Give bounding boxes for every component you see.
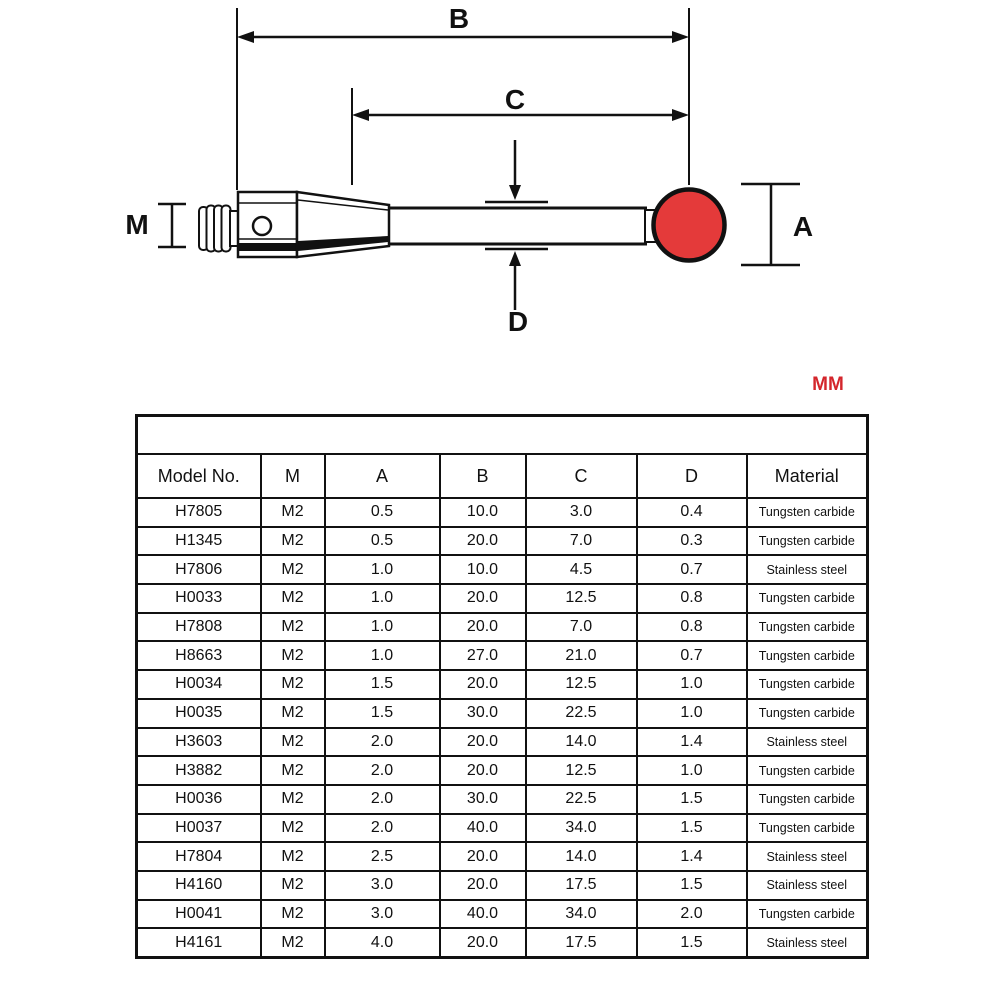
cell-model: H4161 (137, 928, 261, 957)
cell-m: M2 (261, 670, 325, 699)
cell-c: 4.5 (526, 555, 637, 584)
cell-m: M2 (261, 527, 325, 556)
cell-d: 1.5 (637, 928, 747, 957)
b-dimension (237, 8, 689, 190)
dim-label-a: A (792, 211, 814, 242)
cell-a: 1.0 (325, 613, 440, 642)
cell-m: M2 (261, 641, 325, 670)
cell-m: M2 (261, 871, 325, 900)
cell-b: 30.0 (440, 785, 526, 814)
cell-b: 10.0 (440, 555, 526, 584)
dim-label-b: B (448, 3, 470, 34)
cell-material: Stainless steel (747, 842, 868, 871)
m-dimension (158, 204, 186, 247)
table-row (137, 728, 868, 757)
cell-d: 0.4 (637, 498, 747, 527)
cell-m: M2 (261, 584, 325, 613)
cell-model: H1345 (137, 527, 261, 556)
cell-m: M2 (261, 756, 325, 785)
cell-a: 0.5 (325, 527, 440, 556)
cell-m: M2 (261, 785, 325, 814)
cell-material: Tungsten carbide (747, 900, 868, 929)
cell-d: 0.7 (637, 555, 747, 584)
table-header-row (137, 454, 868, 498)
cell-model: H7806 (137, 555, 261, 584)
stylus-diagram (0, 0, 1001, 400)
cell-material: Tungsten carbide (747, 527, 868, 556)
cell-a: 1.0 (325, 584, 440, 613)
cell-model: H0036 (137, 785, 261, 814)
cell-c: 34.0 (526, 814, 637, 843)
cell-material: Tungsten carbide (747, 613, 868, 642)
cell-model: H7805 (137, 498, 261, 527)
cell-c: 17.5 (526, 871, 637, 900)
cell-m: M2 (261, 498, 325, 527)
cell-model: H7808 (137, 613, 261, 642)
cell-d: 1.5 (637, 871, 747, 900)
cell-d: 0.7 (637, 641, 747, 670)
cell-c: 12.5 (526, 756, 637, 785)
stylus-drawing (0, 0, 1001, 400)
cell-m: M2 (261, 928, 325, 957)
hex-body-shade-band (239, 243, 296, 251)
cell-b: 20.0 (440, 527, 526, 556)
table-row (137, 527, 868, 556)
cell-b: 40.0 (440, 900, 526, 929)
cell-a: 4.0 (325, 928, 440, 957)
cell-b: 20.0 (440, 728, 526, 757)
cell-model: H0033 (137, 584, 261, 613)
cell-material: Stainless steel (747, 928, 868, 957)
cell-c: 21.0 (526, 641, 637, 670)
cell-b: 40.0 (440, 814, 526, 843)
cell-m: M2 (261, 728, 325, 757)
cell-d: 1.4 (637, 728, 747, 757)
cell-b: 20.0 (440, 756, 526, 785)
dim-label-m: M (125, 209, 149, 240)
cell-a: 2.0 (325, 785, 440, 814)
table-row (137, 613, 868, 642)
cell-material: Tungsten carbide (747, 814, 868, 843)
cell-b: 20.0 (440, 871, 526, 900)
cell-c: 12.5 (526, 584, 637, 613)
unit-label-mm: MM (812, 374, 844, 395)
dim-label-d: D (507, 306, 529, 337)
cell-material: Tungsten carbide (747, 498, 868, 527)
cell-c: 7.0 (526, 613, 637, 642)
cell-d: 1.5 (637, 814, 747, 843)
cell-material: Tungsten carbide (747, 641, 868, 670)
cell-material: Stainless steel (747, 555, 868, 584)
spec-table-body (137, 498, 868, 958)
table-top-band (137, 416, 868, 455)
table-row (137, 928, 868, 957)
cell-c: 22.5 (526, 785, 637, 814)
cell-d: 2.0 (637, 900, 747, 929)
column-header-c: C (526, 454, 637, 498)
cell-a: 1.5 (325, 670, 440, 699)
column-header-d: D (637, 454, 747, 498)
cell-b: 27.0 (440, 641, 526, 670)
column-header-material: Material (747, 454, 868, 498)
cell-b: 20.0 (440, 928, 526, 957)
cell-b: 20.0 (440, 842, 526, 871)
cell-b: 10.0 (440, 498, 526, 527)
cell-c: 14.0 (526, 728, 637, 757)
table-row (137, 584, 868, 613)
cell-model: H0034 (137, 670, 261, 699)
column-header-a: A (325, 454, 440, 498)
cell-a: 3.0 (325, 871, 440, 900)
table-row (137, 871, 868, 900)
cell-a: 3.0 (325, 900, 440, 929)
cell-d: 1.4 (637, 842, 747, 871)
cell-model: H0041 (137, 900, 261, 929)
cell-a: 1.5 (325, 699, 440, 728)
cell-c: 17.5 (526, 928, 637, 957)
cell-b: 20.0 (440, 584, 526, 613)
cell-m: M2 (261, 814, 325, 843)
cell-a: 1.0 (325, 641, 440, 670)
cell-m: M2 (261, 842, 325, 871)
stylus-thread (199, 206, 231, 252)
cell-material: Tungsten carbide (747, 584, 868, 613)
cell-c: 34.0 (526, 900, 637, 929)
cell-material: Tungsten carbide (747, 756, 868, 785)
table-row (137, 842, 868, 871)
cell-b: 20.0 (440, 670, 526, 699)
cell-m: M2 (261, 613, 325, 642)
cell-b: 30.0 (440, 699, 526, 728)
spec-table (135, 414, 869, 959)
cell-b: 20.0 (440, 613, 526, 642)
table-row (137, 670, 868, 699)
dim-label-c: C (504, 84, 526, 115)
cell-d: 0.8 (637, 584, 747, 613)
cell-m: M2 (261, 555, 325, 584)
cell-a: 0.5 (325, 498, 440, 527)
cell-c: 14.0 (526, 842, 637, 871)
cell-a: 2.0 (325, 814, 440, 843)
column-header-b: B (440, 454, 526, 498)
table-row (137, 900, 868, 929)
table-row (137, 785, 868, 814)
column-header-m: M (261, 454, 325, 498)
cell-d: 1.0 (637, 670, 747, 699)
table-row (137, 555, 868, 584)
cell-c: 12.5 (526, 670, 637, 699)
cell-material: Tungsten carbide (747, 670, 868, 699)
cell-material: Stainless steel (747, 871, 868, 900)
cell-material: Stainless steel (747, 728, 868, 757)
cell-d: 0.8 (637, 613, 747, 642)
cell-model: H3882 (137, 756, 261, 785)
table-row (137, 641, 868, 670)
cell-a: 2.5 (325, 842, 440, 871)
cell-c: 22.5 (526, 699, 637, 728)
cell-m: M2 (261, 699, 325, 728)
cell-model: H4160 (137, 871, 261, 900)
table-row (137, 498, 868, 527)
cell-model: H0037 (137, 814, 261, 843)
cell-material: Tungsten carbide (747, 699, 868, 728)
cell-d: 1.5 (637, 785, 747, 814)
cell-d: 0.3 (637, 527, 747, 556)
table-top-band-cell (137, 416, 868, 455)
cell-d: 1.0 (637, 699, 747, 728)
cell-material: Tungsten carbide (747, 785, 868, 814)
table-row (137, 814, 868, 843)
cell-model: H8663 (137, 641, 261, 670)
cell-m: M2 (261, 900, 325, 929)
table-row (137, 699, 868, 728)
stylus-cross-hole (253, 217, 271, 235)
cell-c: 3.0 (526, 498, 637, 527)
cell-a: 2.0 (325, 728, 440, 757)
column-header-model: Model No. (137, 454, 261, 498)
cell-d: 1.0 (637, 756, 747, 785)
cell-model: H3603 (137, 728, 261, 757)
cell-a: 2.0 (325, 756, 440, 785)
table-row (137, 756, 868, 785)
stylus-ball (654, 190, 725, 261)
cell-a: 1.0 (325, 555, 440, 584)
stylus-body-group (199, 190, 725, 261)
d-dimension (485, 140, 548, 310)
cell-model: H7804 (137, 842, 261, 871)
cell-c: 7.0 (526, 527, 637, 556)
cell-model: H0035 (137, 699, 261, 728)
